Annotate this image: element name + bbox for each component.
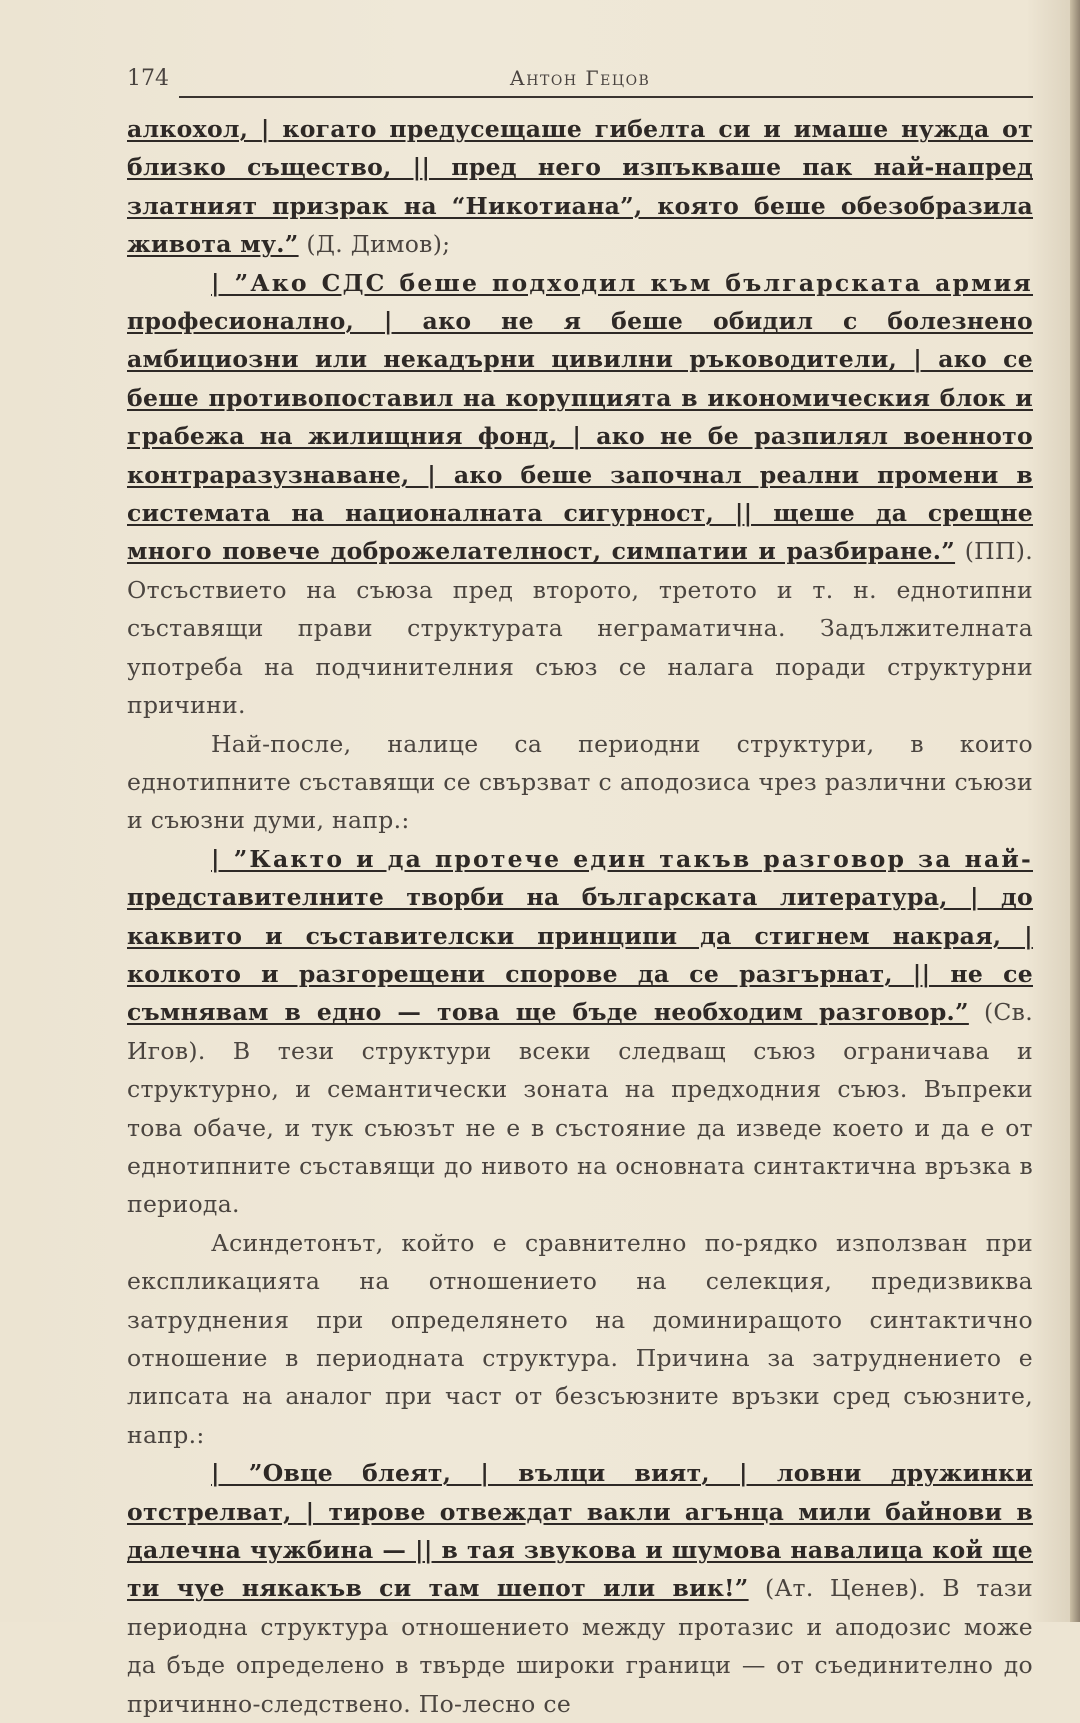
paragraph-3: Най-после, налице са периодни структури, в които еднотипните съставящи се свързват с аподозиса чрез различни съюзи и съюзни думи, напр.: bbox=[127, 729, 1033, 835]
quote-igov-rest: представителните творби на българската литература, | до каквито и съставителски принципи да стигнем накрая, | колкото и разгорещени спорове да се разгърнат, || не се съмнявам в едно — това ще бъде необходим разговор.” bbox=[127, 883, 1033, 1027]
body-text bbox=[127, 110, 1033, 1723]
header-rule bbox=[179, 96, 1033, 98]
commentary-tsenev: (Ат. Ценев). В тази периодна структура отношението между протазис и аподозис може да бъде определено в твърде широки граници — от съединително до причинно-следствено. По-лесно се bbox=[127, 1574, 1034, 1718]
page-number: 174 bbox=[127, 66, 169, 91]
paragraph-5: Асиндетонът, който е сравнително по-рядко използван при експликацията на отношението на селекция, предизвиква затруднения при определянето на доминиращото синтактично отношение в периодната структура. Причина за затруднението е липсата на аналог при част от безсъюзните връзки сред съюзните, напр.: bbox=[127, 1228, 1033, 1449]
quote-igov-lead: | ”Както и да протече един такъв разговор за най- bbox=[211, 844, 1033, 873]
paragraph-1 bbox=[127, 110, 1033, 264]
commentary-igov: (Св. Игов). В тези структури всеки следващ съюз ограничава и структурно, и семантически зоната на предходния съюз. Въпреки това обаче, и тук съюзът не е в състояние да изведе което и да е от еднотипните съставящи до нивото на основната синтактична връзка в периода. bbox=[127, 998, 1033, 1219]
quote-pp-rest: професионално, | ако не я беше обидил с болезнено амбициозни или некадърни цивилни ръководители, | ако се беше противопоставил на корупцията в икономическия блок и грабежа на жилищния фонд, | ако не бе разпилял военното контраразузнаване, | ако беше започнал реални промени в системата на националната сигурност, || щеше да срещне много повече доброжелателност, симпатии и разбиране.” bbox=[127, 307, 1033, 566]
source-dimov: (Д. Димов); bbox=[298, 230, 451, 259]
quote-pp-lead: | ”Ако СДС беше подходил към българската армия bbox=[211, 268, 1033, 297]
paragraph-2 bbox=[127, 264, 1033, 725]
running-title: Антон Гецов bbox=[509, 66, 651, 90]
quote-tsenev: | ”Овце блеят, | вълци вият, | ловни дружинки отстрелват, | тирове отвеждат вакли агънца мили байнови в далечна чужбина — || в тая звукова и шумова навалица кой ще ти чуе някакъв си там шепот или вик!” bbox=[127, 1459, 1033, 1603]
quote-dimov: алкохол, | когато предусещаше гибелта си и имаше нужда от близко същество, || пред него изпъкваше пак най-напред златният призрак на “Никотиана”, която беше обезобразила живота му.” bbox=[127, 115, 1033, 259]
book-spine-edge bbox=[1070, 0, 1080, 1622]
paragraph-4 bbox=[127, 840, 1033, 1224]
page-header bbox=[127, 64, 1033, 100]
commentary-pp: (ПП). Отсъствието на съюза пред второто, третото и т. н. еднотипни съставящи прави структурата неграматична. Задължителната употреба на подчинителния съюз се налага поради структурни причини. bbox=[127, 537, 1033, 720]
paragraph-6 bbox=[127, 1454, 1033, 1723]
